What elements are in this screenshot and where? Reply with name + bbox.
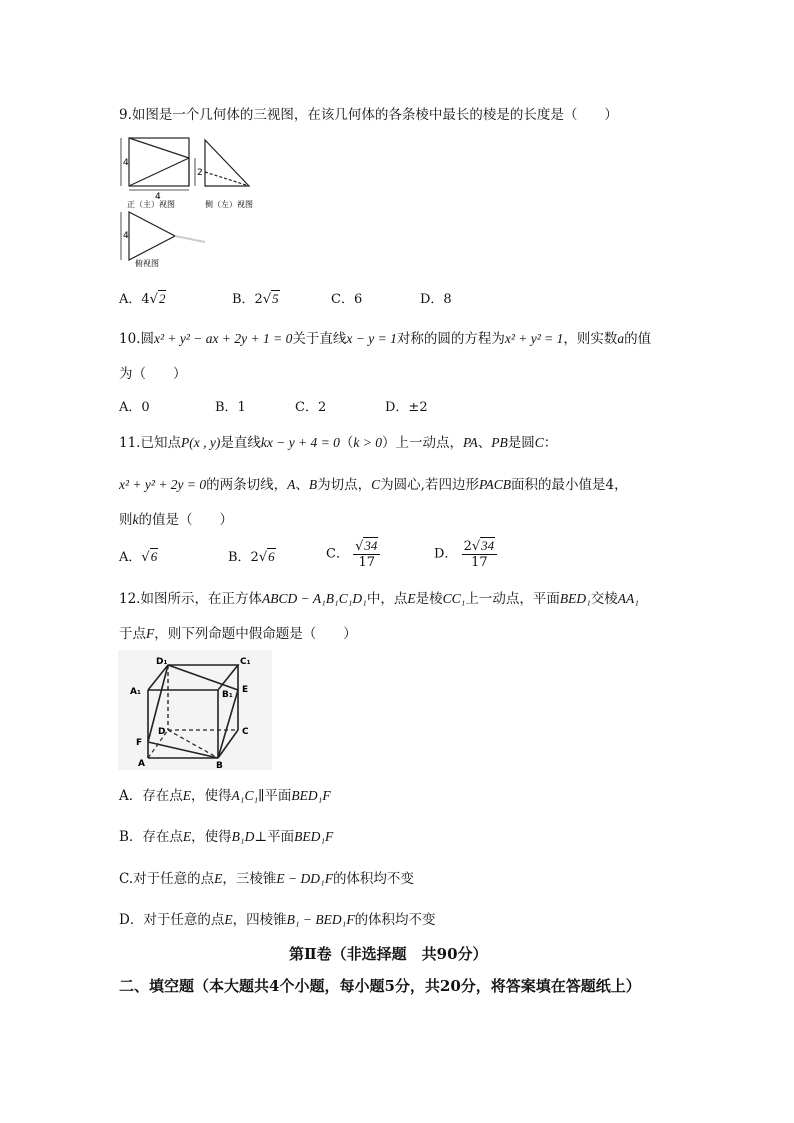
label-D1: D₁: [156, 657, 168, 667]
q11-line3: 则k的值是（ ）: [119, 512, 233, 528]
side-view: [205, 140, 249, 186]
q9-option-c: C．6: [331, 292, 363, 307]
label-D: D: [158, 727, 166, 737]
q11-line2: x² + y² + 2y = 0的两条切线，A、B为切点，C为圆心,若四边形PACB面积的最小值是4，: [119, 477, 628, 493]
q12-option-a: A．存在点E，使得A₁C₁∥平面BED₁F: [119, 788, 331, 804]
q11-option-a: A．√6: [119, 549, 158, 565]
label-F: F: [136, 738, 143, 748]
q12-option-c: C.对于任意的点E，三棱锥E − DD₁F的体积均不变: [119, 871, 414, 887]
three-view-figure: [115, 132, 265, 267]
q10-option-c: C．2: [295, 400, 327, 415]
label-C: C: [242, 727, 249, 737]
part-heading: 二、填空题（本大题共4个小题，每小题5分，共20分，将答案填在答题纸上）: [119, 977, 641, 995]
front-view: [121, 138, 195, 190]
q12-line1: 12.如图所示，在正方体ABCD − A₁B₁C₁D₁中，点E是棱CC₁上一动点，平面BED₁交棱AA₁: [119, 591, 639, 607]
q9-option-a: A．4√2: [119, 291, 166, 307]
top-view-label: 俯视图: [135, 259, 159, 267]
top-height-label: 4: [123, 231, 129, 241]
q9-option-d: D．8: [420, 292, 452, 307]
q11-option-b: B．2√6: [228, 549, 275, 565]
q11-option-d: D． $\frac{2√34}{17}$: [434, 538, 497, 570]
label-A: A: [138, 759, 145, 769]
label-B1: B₁: [222, 690, 233, 700]
q9-option-b: B．2√5: [232, 291, 279, 307]
q12-line2: 于点F，则下列命题中假命题是（ ）: [119, 626, 357, 642]
q10-option-b: B．1: [215, 400, 246, 415]
q11-option-c: C． $\frac{√34}{17}$: [326, 538, 380, 570]
cube-figure: [118, 650, 272, 770]
q11-line1: 11.已知点P(x , y)是直线kx − y + 4 = 0（k > 0）上一动点，PA、PB是圆C：: [119, 435, 558, 451]
front-height-label: 4: [123, 158, 129, 168]
label-E: E: [242, 685, 249, 695]
front-right-label: 2: [197, 168, 203, 178]
label-B: B: [216, 761, 223, 770]
q12-option-d: D．对于任意的点E，四棱锥B₁ − BED₁F的体积均不变: [119, 912, 436, 928]
q10-line1: 10.圆x² + y² − ax + 2y + 1 = 0关于直线x − y = 1对称的圆的方程为x² + y² = 1，则实数a的值: [119, 331, 652, 347]
section-title: 第Ⅱ卷（非选择题 共90分）: [289, 945, 488, 963]
side-view-label: 侧（左）视图: [205, 200, 253, 209]
top-view: [121, 212, 205, 260]
q10-line2: 为（ ）: [119, 366, 187, 382]
label-C1: C₁: [240, 657, 251, 667]
q10-option-d: D．±2: [385, 400, 428, 415]
front-view-label: 正（主）视图: [127, 200, 175, 209]
front-width-label: 4: [155, 192, 161, 202]
q12-option-b: B．存在点E，使得B₁D⊥平面BED₁F: [119, 829, 334, 845]
q10-option-a: A．0: [119, 400, 150, 415]
q9-stem: 9.如图是一个几何体的三视图，在该几何体的各条棱中最长的棱是的长度是（ ）: [119, 107, 618, 123]
label-A1: A₁: [130, 687, 141, 697]
